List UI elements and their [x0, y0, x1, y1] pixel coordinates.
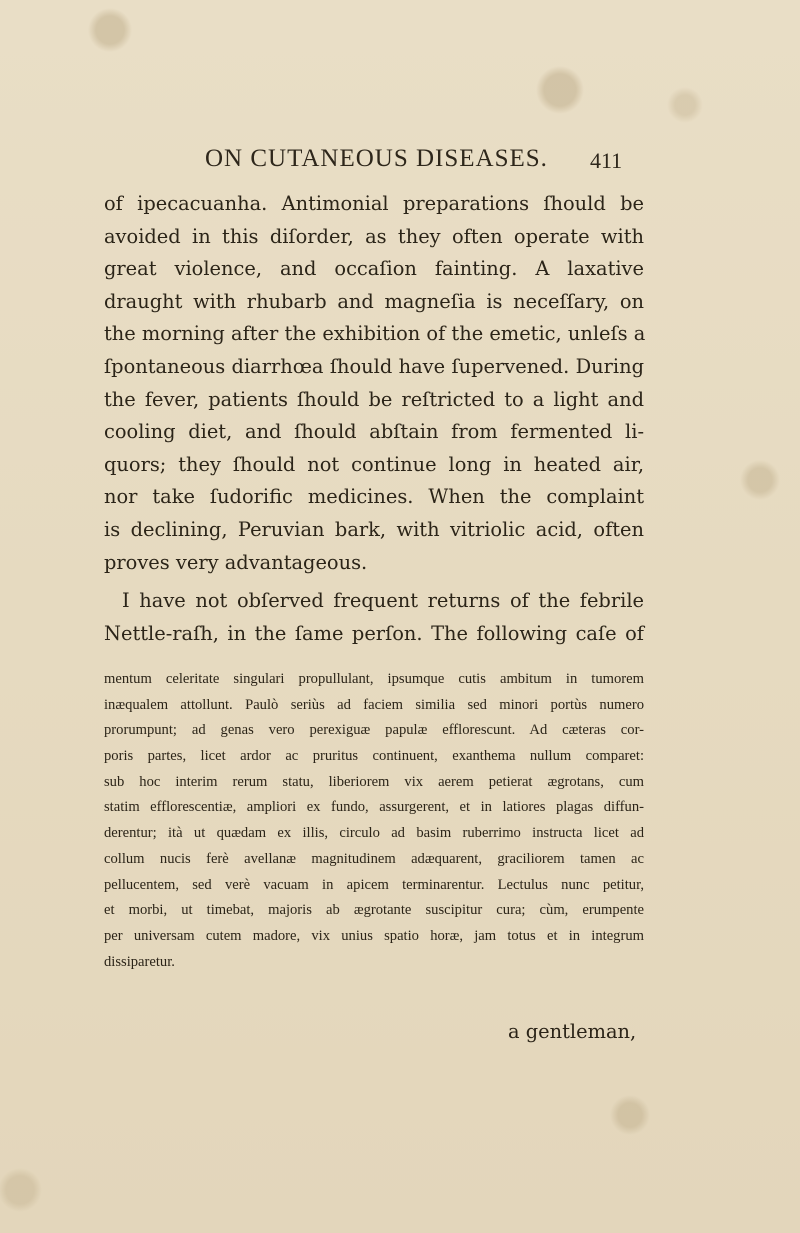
footnote-line: mentum celeritate singulari propullulant, ipsumque cutis ambitum in tumorem — [104, 671, 644, 687]
catchword: a gentleman, — [508, 1020, 637, 1043]
text-line: of ipecacuanha. Antimonial preparations ſhould be — [104, 192, 644, 215]
text-line: quors; they ſhould not continue long in heated air, — [104, 452, 644, 476]
page-header — [0, 145, 800, 185]
text-line: is declining, Peruvian bark, with vitriolic acid, often — [104, 517, 644, 541]
text-line: proves very advantageous. — [104, 550, 368, 574]
footnote-line: dissiparetur. — [104, 953, 175, 970]
paragraph-treatment — [104, 188, 644, 579]
running-title: ON CUTANEOUS DISEASES. — [205, 145, 548, 172]
text-line: the morning after the exhibition of the emetic, unleſs a — [104, 322, 646, 346]
latin-footnote — [104, 667, 644, 975]
text-line: avoided in this diſorder, as they often operate with — [104, 224, 644, 248]
text-line: Nettle-raſh, in the ſame perſon. The following caſe of — [104, 621, 644, 645]
footnote-line: derentur; ità ut quædam ex illis, circulo ad basim ruberrimo instructa licet ad — [104, 825, 644, 842]
footnote-line: pellucentem, sed verè vacuam in apicem terminarentur. Lectulus nunc petitur, — [104, 876, 644, 893]
paragraph-returns — [104, 585, 644, 650]
footnote-line: prorumpunt; ad genas vero perexiguæ papulæ efflorescunt. Ad cæteras cor- — [104, 722, 644, 739]
text-line: the fever, patients ſhould be reſtricted to a light and — [104, 387, 644, 411]
footnote-line: collum nucis ferè avellanæ magnitudinem adæquarent, graciliorem tamen ac — [104, 850, 644, 867]
text-line: draught with rhubarb and magneſia is neceſſary, on — [104, 289, 644, 313]
text-line: nor take ſudorific medicines. When the complaint — [104, 485, 644, 509]
page-number: 411 — [590, 148, 623, 173]
text-line: great violence, and occaſion fainting. A laxative — [104, 257, 644, 281]
text-line: I have not obſerved frequent returns of the febrile — [122, 589, 644, 612]
footnote-line: per universam cutem madore, vix unius spatio horæ, jam totus et in integrum — [104, 927, 644, 944]
footnote-line: poris partes, licet ardor ac pruritus continuent, exanthema nullum comparet: — [104, 748, 644, 765]
text-line: cooling diet, and ſhould abſtain from fermented li- — [104, 420, 644, 444]
text-line: ſpontaneous diarrhœa ſhould have ſupervened. During — [104, 354, 644, 378]
footnote-line: sub hoc interim rerum statu, liberiorem vix aerem petierat ægrotans, cum — [104, 773, 644, 790]
footnote-line: inæqualem attollunt. Paulò seriùs ad faciem similia sed minori portùs numero — [104, 696, 644, 713]
footnote-line: statim efflorescentiæ, ampliori ex fundo, assurgerent, et in latiores plagas diffun- — [104, 799, 644, 816]
footnote-line: et morbi, ut timebat, majoris ab ægrotante suscipitur cura; cùm, erumpente — [104, 902, 644, 919]
